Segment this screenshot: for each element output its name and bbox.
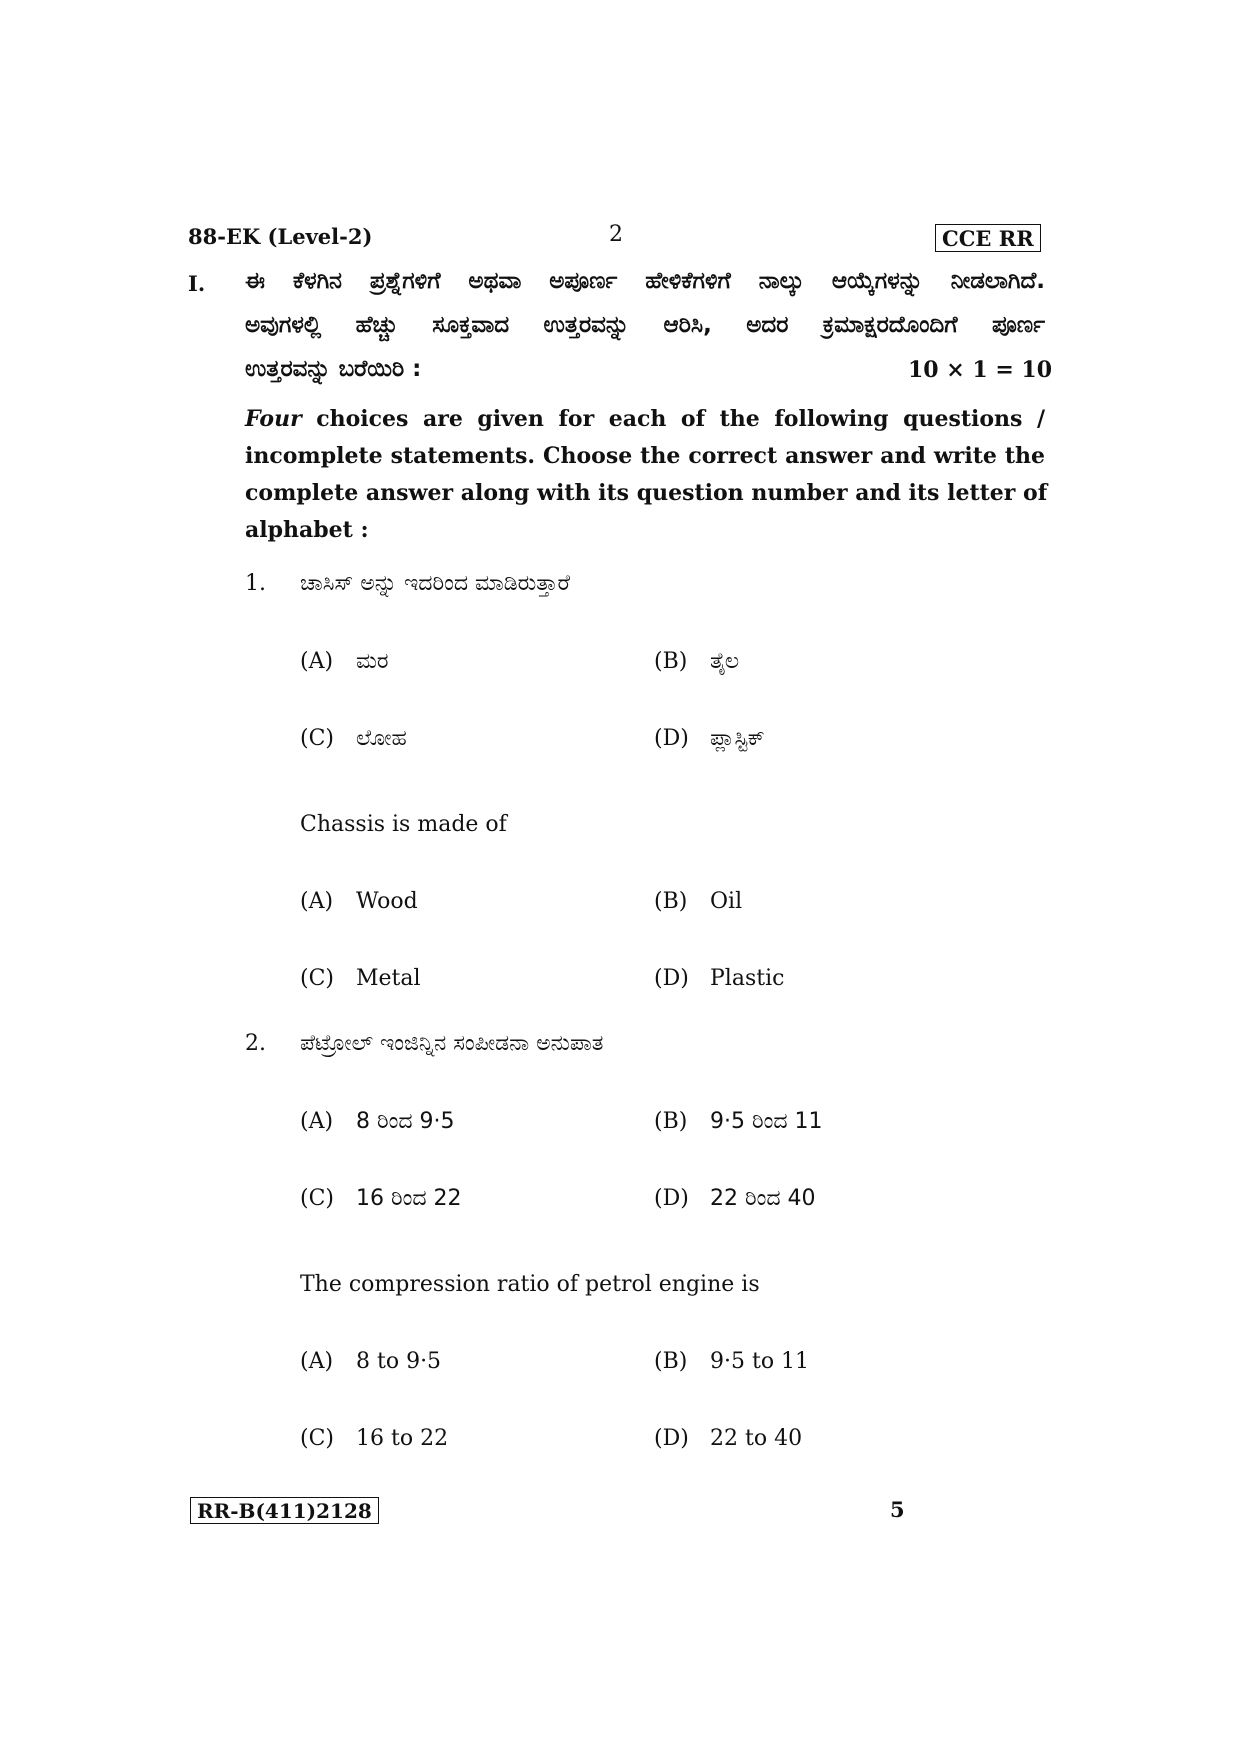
cce-badge: CCE RR — [935, 224, 1041, 252]
option-text: Metal — [356, 966, 421, 991]
option-letter: (D) — [654, 1426, 689, 1451]
option-letter: (C) — [300, 726, 334, 751]
english-instruction-line-1-rest: choices are given for each of the following questions / — [301, 406, 1045, 432]
q1-en-option-a — [300, 889, 418, 914]
q1-kn-option-a — [300, 649, 389, 674]
option-letter: (A) — [300, 1349, 334, 1374]
option-text: ಲೋಹ — [356, 726, 407, 751]
option-text: 16 ರಿಂದ 22 — [356, 1186, 462, 1211]
option-text: Wood — [356, 889, 418, 914]
marks-allocation: 10 × 1 = 10 — [908, 357, 1053, 383]
option-letter: (A) — [300, 1109, 334, 1134]
option-text: 8 to 9·5 — [356, 1349, 442, 1374]
option-text: ಮರ — [356, 649, 389, 674]
option-letter: (B) — [654, 1349, 688, 1374]
option-text: 9·5 to 11 — [710, 1349, 810, 1374]
option-letter: (D) — [654, 966, 689, 991]
kannada-instruction-line-3: ಉತ್ತರವನ್ನು ಬರೆಯಿರಿ : — [245, 356, 422, 382]
option-letter: (B) — [654, 649, 688, 674]
english-instruction-line-3: complete answer along with its question number and its letter of — [245, 480, 1048, 506]
q1-en-option-b — [654, 889, 742, 914]
section-number: I. — [188, 271, 206, 296]
option-text: 22 ರಿಂದ 40 — [710, 1186, 816, 1211]
q2-kn-option-b — [654, 1109, 823, 1134]
option-text: 8 ರಿಂದ 9·5 — [356, 1109, 455, 1134]
question-2-number: 2. — [245, 1031, 266, 1056]
option-text: Oil — [710, 889, 743, 914]
option-text: 16 to 22 — [356, 1426, 449, 1451]
option-letter: (C) — [300, 1186, 334, 1211]
option-text: 9·5 ರಿಂದ 11 — [710, 1109, 823, 1134]
q2-kn-option-d — [654, 1186, 816, 1211]
english-instruction-line-1 — [245, 406, 1045, 432]
option-text: 22 to 40 — [710, 1426, 803, 1451]
question-2-kannada: ಪೆಟ್ರೋಲ್ ಇಂಜಿನ್ನಿನ ಸಂಪೀಡನಾ ಅನುಪಾತ — [300, 1031, 604, 1056]
footer-page-number: 5 — [890, 1497, 905, 1522]
q2-en-option-b — [654, 1349, 809, 1374]
english-instruction-line-4: alphabet : — [245, 517, 369, 543]
option-letter: (B) — [654, 1109, 688, 1134]
option-text: ತೈಲ — [710, 649, 740, 674]
option-letter: (A) — [300, 889, 334, 914]
question-1-english: Chassis is made of — [300, 812, 507, 837]
page-number: 2 — [609, 222, 623, 247]
q1-kn-option-b — [654, 649, 739, 674]
option-text: Plastic — [710, 966, 785, 991]
kannada-instruction-line-1: ಈ ಕೆಳಗಿನ ಪ್ರಶ್ನೆಗಳಿಗೆ ಅಥವಾ ಅಪೂರ್ಣ ಹೇಳಿಕೆಗಳಿಗೆ ನಾಲ್ಕು ಆಯ್ಕೆಗಳನ್ನು ನೀಡಲಾಗಿದೆ. — [245, 268, 1045, 294]
question-2-english: The compression ratio of petrol engine is — [300, 1272, 760, 1297]
option-letter: (C) — [300, 966, 334, 991]
q2-en-option-c — [300, 1426, 448, 1451]
kannada-instruction-line-2: ಅವುಗಳಲ್ಲಿ ಹೆಚ್ಚು ಸೂಕ್ತವಾದ ಉತ್ತರವನ್ನು ಆರಿಸಿ, ಅದರ ಕ್ರಮಾಕ್ಷರದೊಂದಿಗೆ ಪೂರ್ಣ — [245, 312, 1045, 338]
q1-en-option-c — [300, 966, 421, 991]
option-letter: (B) — [654, 889, 688, 914]
option-letter: (A) — [300, 649, 334, 674]
english-instruction-line-2: incomplete statements. Choose the correct answer and write the — [245, 443, 1045, 469]
option-letter: (D) — [654, 726, 689, 751]
q2-kn-option-a — [300, 1109, 455, 1134]
q2-en-option-d — [654, 1426, 802, 1451]
footer-code: RR-B(411)2128 — [190, 1497, 379, 1524]
question-1-number: 1. — [245, 571, 266, 596]
question-1-kannada: ಚಾಸಿಸ್ ಅನ್ನು ಇದರಿಂದ ಮಾಡಿರುತ್ತಾರೆ — [300, 571, 571, 596]
q2-en-option-a — [300, 1349, 441, 1374]
option-text: ಪ್ಲಾಸ್ಟಿಕ್ — [710, 726, 765, 751]
q2-kn-option-c — [300, 1186, 462, 1211]
q1-kn-option-d — [654, 726, 765, 751]
option-letter: (C) — [300, 1426, 334, 1451]
q1-kn-option-c — [300, 726, 407, 751]
q1-en-option-d — [654, 966, 784, 991]
paper-code: 88-EK (Level-2) — [188, 224, 373, 249]
english-instruction-italic: Four — [245, 406, 302, 432]
option-letter: (D) — [654, 1186, 689, 1211]
